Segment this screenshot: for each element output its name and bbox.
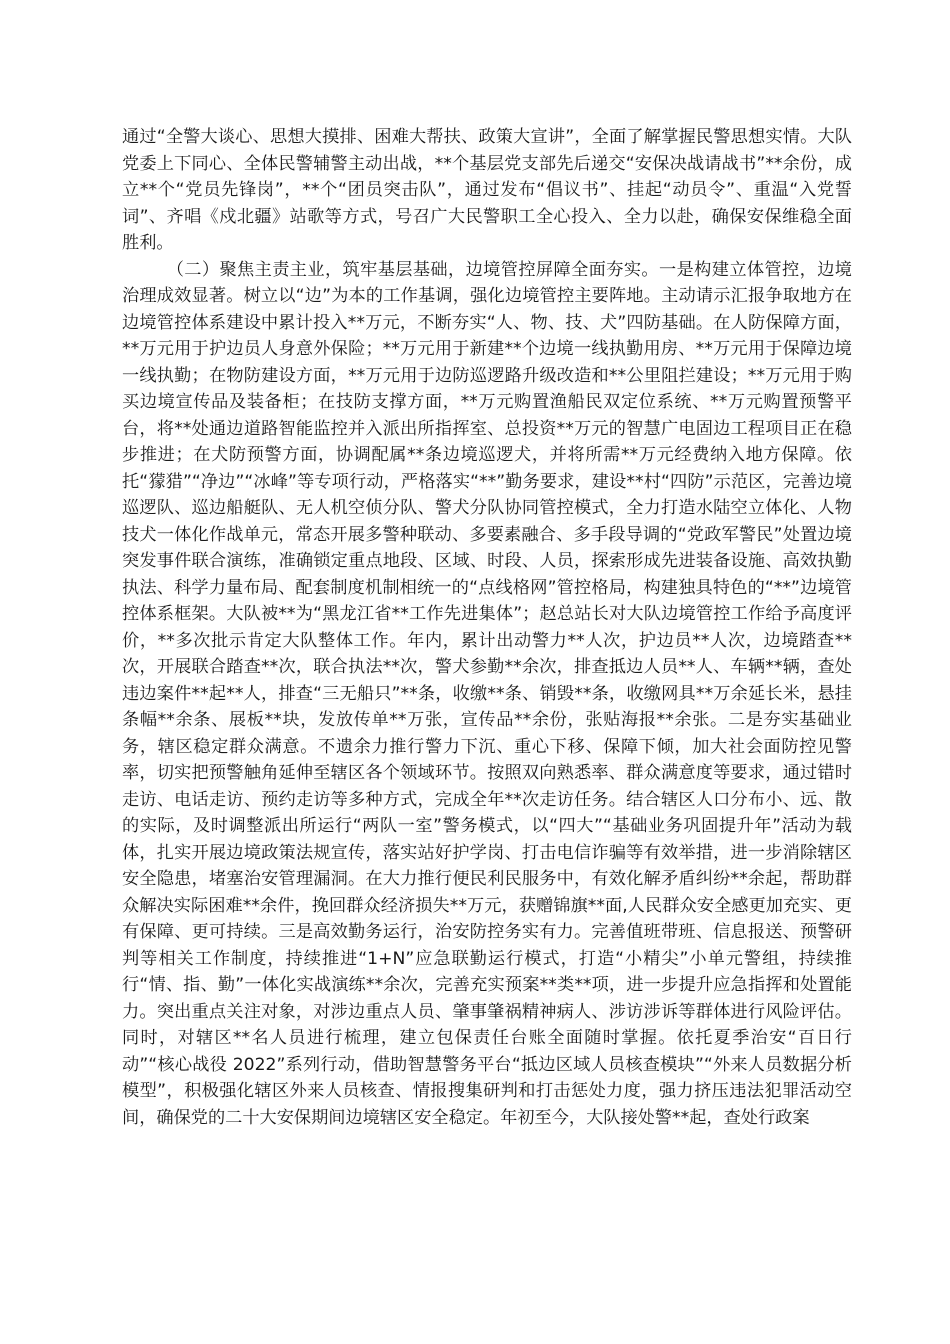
paragraph-1: 通过“全警大谈心、思想大摸排、困难大帮扶、政策大宣讲”，全面了解掌握民警思想实情。大队党委上下同心、全体民警辅警主动出战，**个基层党支部先后递交“安保决战请战书”**余份，成立**个“党员先锋岗”，**个“团员突击队”，通过发布“倡议书”、挂起“动员令”、重温“入党誓词”、齐唱《戍北疆》站歌等方式，号召广大民警职工全心投入、全力以赴，确保安保维稳全面胜利。 bbox=[122, 127, 852, 253]
paragraph-2: （二）聚焦主责主业，筑牢基层基础，边境管控屏障全面夯实。一是构建立体管控，边境治理成效显著。树立以“边”为本的工作基调，强化边境管控主要阵地。主动请示汇报争取地方在边境管控体系建设中累计投入**万元，不断夯实“人、物、技、犬”四防基础。在人防保障方面，**万元用于护边员人身意外保险；**万元用于新建**个边境一线执勤用房、**万元用于保障边境一线执勤；在物防建设方面，**万元用于边防巡逻路升级改造和**公里阻拦建设；**万元用于购买边境宣传品及装备柜；在技防支撑方面，**万元购置渔船民双定位系统、**万元购置预警平台，将**处通边道路智能监控并入派出所指挥室、总投资**万元的智慧广电固边工程项目正在稳步推进；在犬防预警方面，协调配属**条边境巡逻犬，并将所需**万元经费纳入地方保障。依托“獴猎”“净边”“冰峰”等专项行动，严格落实“**”勤务要求，建设**村“四防”示范区，完善边境巡逻队、巡边船艇队、无人机空侦分队、警犬分队协同管控模式，全力打造水陆空立体化、人物技犬一体化作战单元，常态开展多警种联动、多要素融合、多手段导调的“党政军警民”处置边境突发事件联合演练，准确锁定重点地段、区域、时段、人员，探索形成先进装备设施、高效执勤执法、科学力量布局、配套制度机制相统一的“点线格网”管控格局，构建独具特色的“**”边境管控体系框架。大队被**为“黑龙江省**工作先进集体”；赵总站长对大队边境管控工作给予高度评价，**多次批示肯定大队整体工作。年内，累计出动警力**人次，护边员**人次，边境踏查**次，开展联合踏查**次，联合执法**次，警犬参勤**余次，排查抵边人员**人、车辆**辆，查处违边案件**起**人，排查“三无船只”**条，收缴**条、销毁**条，收缴网具**万余延长米，悬挂条幅**余条、展板**块，发放传单**万张，宣传品**余份，张贴海报**余张。二是夯实基础业务，辖区稳定群众满意。不遗余力推行警力下沉、重心下移、保障下倾，加大社会面防控见警率，切实把预警触角延伸至辖区各个领域环节。按照双向熟悉率、群众满意度等要求，通过错时走访、电话走访、预约走访等多种方式，完成全年**次走访任务。结合辖区人口分布小、远、散的实际，及时调整派出所运行“两队一室”警务模式，以“四大”“基础业务巩固提升年”活动为载体，扎实开展边境政策法规宣传，落实站好护学岗、打击电信诈骗等有效举措，进一步消除辖区安全隐患，堵塞治安管理漏洞。在大力推行便民利民服务中，有效化解矛盾纠纷**余起，帮助群众解决实际困难**余件，挽回群众经济损失**万元，获赠锦旗**面,人民群众安全感更加充实、更有保障、更可持续。三是高效勤务运行，治安防控务实有力。完善值班带班、信息报送、预警研判等相关工作制度，持续推进“1+N”应急联勤运行模式，打造“小精尖”小单元警组，持续推行“情、指、勤”一体化实战演练**余次，完善充实预案**类**项，进一步提升应急指挥和处置能力。突出重点关注对象，对涉边重点人员、肇事肇祸精神病人、涉访涉诉等群体进行风险评估。同时，对辖区**名人员进行梳理，建立包保责任台账全面随时掌握。依托夏季治安“百日行动”“核心战役 2022”系列行动，借助智慧警务平台“抵边区域人员核查模块”“外来人员数据分析模型”，积极强化辖区外来人员核查、情报搜集研判和打击惩处力度，强力挤压违法犯罪活动空间，确保党的二十大安保期间边境辖区安全稳定。年初至今，大队接处警**起，查处行政案 bbox=[122, 259, 852, 1128]
document-page bbox=[122, 124, 852, 1131]
